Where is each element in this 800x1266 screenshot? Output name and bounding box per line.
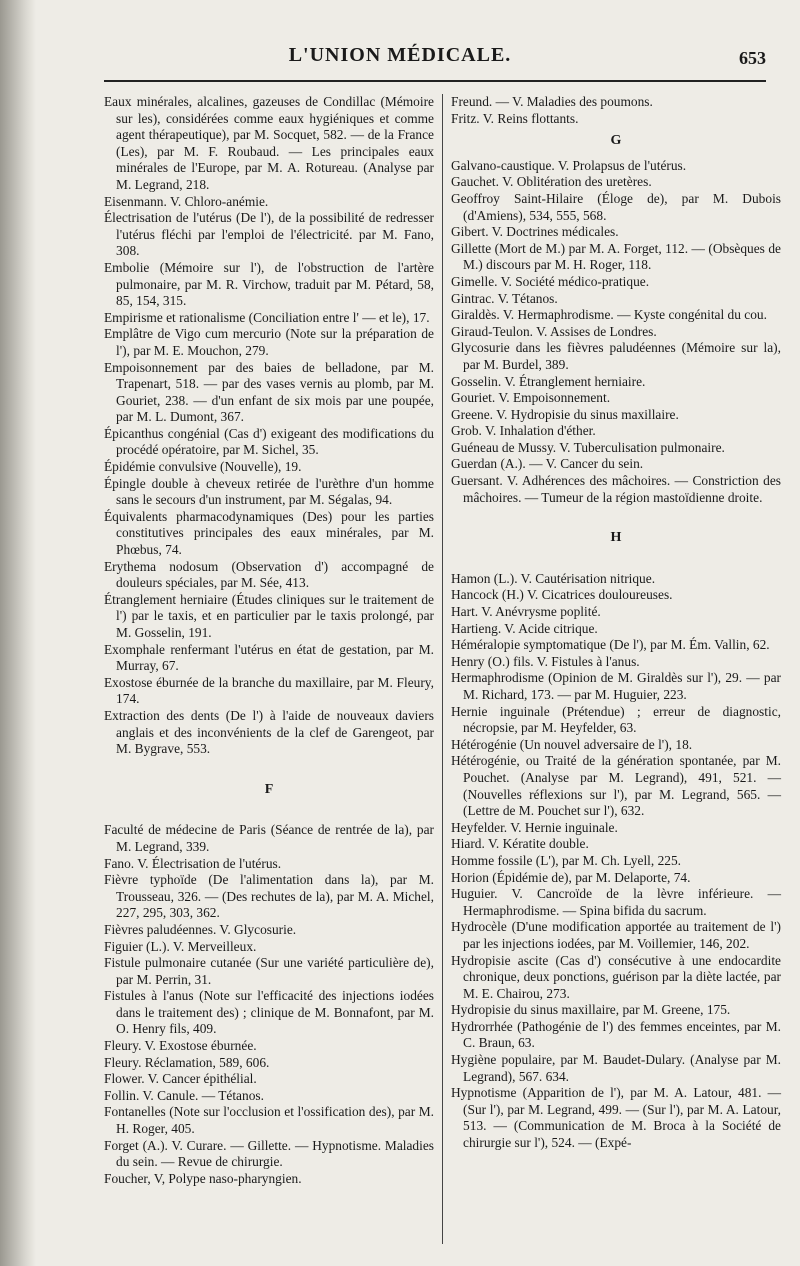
index-entry: Eaux minérales, alcalines, gazeuses de Condillac (Mémoire sur les), considérées comme eaux hygiéniques et comme agent thérapeutique), par M. Socquet, 582. — de la France (Les), par M. F. Roubaud. — Les principales eaux minérales de l'Europe, par M. A. Rotureau. (Analyse par M. Legrand, 218.	[104, 94, 434, 192]
index-entry: Fistule pulmonaire cutanée (Sur une variété particulière de), par M. Perrin, 31.	[104, 955, 434, 987]
header-rule	[104, 80, 766, 82]
column-divider	[442, 94, 443, 1244]
index-entry: Équivalents pharmacodynamiques (Des) pour les parties constitutives principales des eaux minérales, par M. Phœbus, 74.	[104, 508, 434, 558]
page-number: 653	[739, 48, 766, 68]
index-entry: Extraction des dents (De l') à l'aide de nouveaux daviers anglais et des inconvénients de la clef de Garengeot, par M. Bygrave, 553.	[104, 707, 434, 757]
index-entry: Hermaphrodisme (Opinion de M. Giraldès sur l'), 29. — par M. Richard, 173. — par M. Huguier, 223.	[451, 670, 781, 702]
index-entry: Empirisme et rationalisme (Conciliation entre l' — et le), 17.	[104, 309, 430, 325]
index-entry: Fièvres paludéennes. V. Glycosurie.	[104, 921, 297, 937]
index-entry: Empoisonnement par des baies de belladone, par M. Trapenart, 518. — par des vases vernis au plomb, par M. Gouriet, 238. — d'un enfant de six mois par une poupée, par M. L. Dumont, 367.	[104, 359, 434, 425]
index-entry: Étranglement herniaire (Études cliniques sur le traitement de l') par le taxis, et en particulier par le taxis prolongé, par M. Gosselin, 191.	[104, 591, 434, 640]
index-entry: Gimelle. V. Société médico-pratique.	[451, 273, 650, 289]
index-entry: Faculté de médecine de Paris (Séance de rentrée de la), par M. Legrand, 339.	[104, 822, 434, 854]
index-entry: Gillette (Mort de M.) par M. A. Forget, 112. — (Obsèques de M.) discours par M. H. Roger, 118.	[451, 240, 781, 273]
index-entry: Hartieng. V. Acide citrique.	[451, 620, 598, 636]
index-entry: Erythema nodosum (Observation d') accompagné de douleurs spéciales, par M. Sée, 413.	[104, 558, 434, 591]
right-entries-f	[451, 94, 781, 127]
index-entry: Hydrocèle (D'une modification apportée au traitement de l') par les injections iodées, par M. Voillemier, 146, 202.	[451, 919, 781, 951]
index-entry: Fleury. Réclamation, 589, 606.	[104, 1054, 270, 1070]
left-column	[104, 94, 434, 1187]
index-entry: Hétérogénie, ou Traité de la génération spontanée, par M. Pouchet. (Analyse par M. Legrand), 491, 521. — (Nouvelles réflexions sur l'), par M. Legrand, 565. — (Lettre de M. Pouchet sur l'), 632.	[451, 753, 781, 819]
index-entry: Fistules à l'anus (Note sur l'efficacité des injections iodées dans le traitement des) ; clinique de M. Bonnafont, par M. O. Henry fils, 409.	[104, 988, 434, 1037]
index-entry: Gintrac. V. Tétanos.	[451, 290, 558, 306]
index-entry: Figuier (L.). V. Merveilleux.	[104, 938, 257, 954]
letter-heading-f: F	[264, 781, 274, 797]
right-entries-h	[451, 571, 781, 1152]
page-binding-shadow	[0, 0, 36, 1266]
index-entry: Emplâtre de Vigo cum mercurio (Note sur la préparation de l'), par M. E. Mouchon, 279.	[104, 326, 434, 358]
index-entry: Forget (A.). V. Curare. — Gillette. — Hypnotisme. Maladies du sein. — Revue de chirurgie.	[104, 1137, 434, 1170]
index-entry: Gouriet. V. Empoisonnement.	[451, 390, 611, 406]
index-entry: Huguier. V. Cancroïde de la lèvre inférieure. — Hermaphrodisme. — Spina bifida du sacrum.	[451, 886, 781, 918]
index-entry: Fontanelles (Note sur l'occlusion et l'ossification des), par M. H. Roger, 405.	[104, 1104, 434, 1137]
index-entry: Henry (O.) fils. V. Fistules à l'anus.	[451, 653, 640, 669]
left-entries-f	[104, 822, 434, 1187]
index-entry: Guersant. V. Adhérences des mâchoires. — Constriction des mâchoires. — Tumeur de la région mastoïdienne droite.	[451, 473, 781, 505]
index-entry: Giraldès. V. Hermaphrodisme. — Kyste congénital du cou.	[451, 307, 767, 323]
index-entry: Hydropisie du sinus maxillaire, par M. Greene, 175.	[451, 1002, 731, 1018]
index-entry: Électrisation de l'utérus (De l'), de la possibilité de redresser l'utérus fléchi par l'emploi de l'électricité. par M. Fano, 308.	[104, 210, 434, 259]
right-column	[451, 94, 781, 1152]
index-entry: Gibert. V. Doctrines médicales.	[451, 224, 619, 240]
index-entry: Guerdan (A.). — V. Cancer du sein.	[451, 456, 644, 472]
index-entry: Grob. V. Inhalation d'éther.	[451, 423, 596, 439]
index-entry: Hydrorrhée (Pathogénie de l') des femmes enceintes, par M. C. Braun, 63.	[451, 1018, 781, 1051]
index-entry: Geoffroy Saint-Hilaire (Éloge de), par M. Dubois (d'Amiens), 534, 555, 568.	[451, 190, 781, 223]
index-entry: Fièvre typhoïde (De l'alimentation dans la), par M. Trousseau, 326. — (Des rechutes de la), par M. A. Michel, 227, 295, 303, 362.	[104, 872, 434, 921]
index-entry: Embolie (Mémoire sur l'), de l'obstruction de l'artère pulmonaire, par M. R. Virchow, traduit par M. Pétard, 58, 85, 154, 315.	[104, 259, 434, 309]
index-entry: Hamon (L.). V. Cautérisation nitrique.	[451, 570, 656, 586]
index-entry: Fritz. V. Reins flottants.	[451, 110, 579, 126]
index-entry: Eisenmann. V. Chloro-anémie.	[104, 193, 269, 209]
index-entry: Hart. V. Anévrysme poplité.	[451, 604, 601, 620]
index-entry: Épicanthus congénial (Cas d') exigeant des modifications du procédé opératoire, par M. Sichel, 35.	[104, 425, 434, 458]
index-entry: Hypnotisme (Apparition de l'), par M. A. Latour, 481. — (Sur l'), par M. Legrand, 499. — (Sur l'), par M. A. Latour, 513. — (Communication de M. Broca à la Société de chirurgie sur l'), 524. — (Expé-	[451, 1085, 781, 1151]
letter-heading-g: G	[610, 133, 622, 149]
running-header-title: L'UNION MÉDICALE.	[288, 44, 512, 66]
index-entry: Foucher, V, Polype naso-pharyngien.	[104, 1170, 302, 1186]
index-entry: Épidémie convulsive (Nouvelle), 19.	[104, 459, 302, 475]
index-entry: Exostose éburnée de la branche du maxillaire, par M. Fleury, 174.	[104, 674, 434, 707]
index-entry: Héméralopie symptomatique (De l'), par M. Ém. Vallin, 62.	[451, 637, 770, 653]
index-entry: Hiard. V. Kératite double.	[451, 836, 589, 852]
index-entry: Épingle double à cheveux retirée de l'urèthre d'un homme sans le secours d'un instrument, par M. Ségalas, 94.	[104, 475, 434, 508]
index-entry: Hygiène populaire, par M. Baudet-Dulary. (Analyse par M. Legrand), 567. 634.	[451, 1052, 781, 1084]
index-entry: Glycosurie dans les fièvres paludéennes (Mémoire sur la), par M. Burdel, 389.	[451, 340, 781, 372]
index-entry: Fleury. V. Exostose éburnée.	[104, 1038, 257, 1054]
index-entry: Follin. V. Canule. — Tétanos.	[104, 1087, 264, 1103]
index-entry: Hernie inguinale (Prétendue) ; erreur de diagnostic, nécropsie, par M. Heyfelder, 63.	[451, 703, 781, 736]
index-entry: Heyfelder. V. Hernie inguinale.	[451, 819, 618, 835]
right-entries-g	[451, 158, 781, 506]
index-entry: Giraud-Teulon. V. Assises de Londres.	[451, 323, 657, 339]
left-entries-e	[104, 94, 434, 758]
index-entry: Hydropisie ascite (Cas d') consécutive à une endocardite chronique, deux ponctions, guérison par la diète lactée, par M. E. Chairou, 273.	[451, 952, 781, 1001]
index-entry: Guéneau de Mussy. V. Tuberculisation pulmonaire.	[451, 439, 725, 455]
index-entry: Gosselin. V. Étranglement herniaire.	[451, 373, 646, 389]
index-entry: Galvano-caustique. V. Prolapsus de l'utérus.	[451, 157, 687, 173]
index-entry: Gauchet. V. Oblitération des uretères.	[451, 174, 652, 190]
index-entry: Flower. V. Cancer épithélial.	[104, 1071, 257, 1087]
index-entry: Hancock (H.) V. Cicatrices douloureuses.	[451, 587, 673, 603]
index-entry: Greene. V. Hydropisie du sinus maxillaire.	[451, 406, 679, 422]
letter-heading-h: H	[610, 530, 622, 546]
index-entry: Freund. — V. Maladies des poumons.	[451, 94, 653, 109]
index-entry: Horion (Épidémie de), par M. Delaporte, 74.	[451, 869, 691, 885]
index-entry: Fano. V. Électrisation de l'utérus.	[104, 855, 282, 871]
index-entry: Exomphale renfermant l'utérus en état de gestation, par M. Murray, 67.	[104, 641, 434, 674]
index-entry: Hétérogénie (Un nouvel adversaire de l'), 18.	[451, 736, 693, 752]
index-entry: Homme fossile (L'), par M. Ch. Lyell, 225.	[451, 852, 682, 868]
